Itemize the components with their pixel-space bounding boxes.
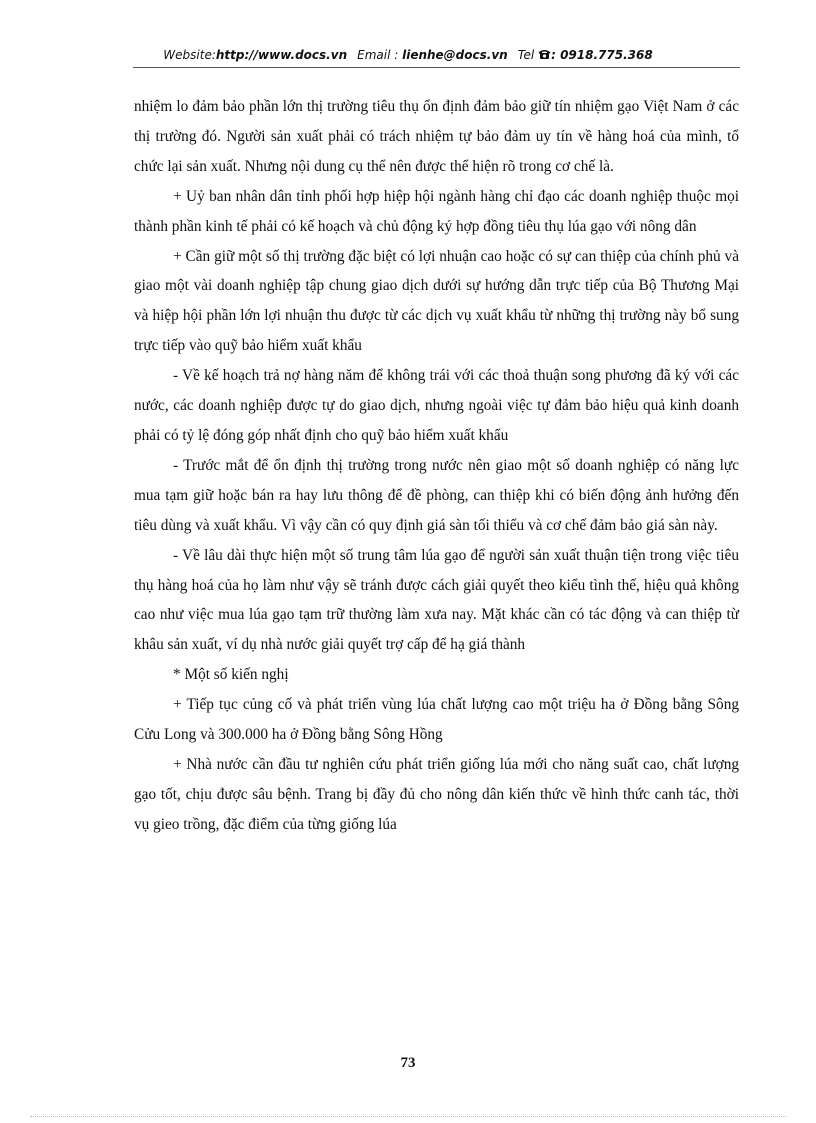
section-heading-recommendations: * Một số kiến nghị [173, 666, 289, 684]
header-divider [133, 67, 740, 68]
page-bottom-divider [30, 1116, 786, 1117]
phone-number: : 0918.775.368 [551, 48, 653, 62]
email-label: Email : [357, 48, 399, 62]
page-header [0, 48, 816, 62]
paragraph-7: + Tiếp tục củng cố và phát triển vùng lúa chất lượng cao một triệu ha ở Đồng bằng Sông Cửu Long và 300.000 ha ở Đồng bằng Sông Hồng [134, 696, 739, 744]
paragraph-2: + Uỷ ban nhân dân tỉnh phối hợp hiệp hội ngành hàng chỉ đạo các doanh nghiệp thuộc mọi thành phần kinh tế phải có kế hoạch và chủ động ký hợp đồng tiêu thụ lúa gạo với nông dân [134, 187, 739, 235]
page-number: 73 [400, 1055, 416, 1071]
tel-label: Tel [517, 48, 535, 62]
website-label: Website: [163, 48, 216, 62]
document-body [134, 92, 739, 840]
website-url[interactable]: http://www.docs.vn [215, 48, 348, 62]
paragraph-8: + Nhà nước cần đầu tư nghiên cứu phát triển giống lúa mới cho năng suất cao, chất lượng gạo tốt, chịu được sâu bệnh. Trang bị đầy đủ cho nông dân kiến thức về hình thức canh tác, thời vụ gieo trồng, đặc điểm của từng giống lúa [134, 755, 739, 833]
paragraph-4: - Về kế hoạch trả nợ hàng năm để không trái với các thoả thuận song phương đã ký với các nước, các doanh nghiệp được tự do giao dịch, nhưng ngoài việc tự đảm bảo hiệu quả kinh doanh phải có tỷ lệ đóng góp nhất định cho quỹ bảo hiểm xuất khẩu [134, 367, 739, 444]
email-address[interactable]: lienhe@docs.vn [402, 48, 508, 62]
paragraph-1: nhiệm lo đảm bảo phần lớn thị trường tiêu thụ ổn định đảm bảo giữ tín nhiệm gạo Việt Nam ở các thị trường đó. Người sản xuất phải có trách nhiệm tự bảo đảm uy tín về hàng hoá của mình, tổ chức lại sản xuất. Nhưng nội dung cụ thể nên được thể hiện rõ trong cơ chế là. [134, 98, 739, 175]
paragraph-5: - Trước mắt để ổn định thị trường trong nước nên giao một số doanh nghiệp có năng lực mua tạm giữ hoặc bán ra hay lưu thông để đề phòng, can thiệp khi có biến động ảnh hưởng đến tiêu dùng và xuất khẩu. Vì vậy cần có quy định giá sàn tối thiểu và cơ chế đảm bảo giá sàn này. [134, 456, 739, 534]
telephone-icon [538, 48, 551, 62]
paragraph-6: - Về lâu dài thực hiện một số trung tâm lúa gạo để người sản xuất thuận tiện trong việc tiêu thụ hàng hoá của họ làm như vậy sẽ tránh được cách giải quyết theo kiểu tình thế, hiệu quả không cao như việc mua lúa gạo tạm trữ thường làm xưa nay. Mặt khác cần có tác động và can thiệp từ khâu sản xuất, ví dụ nhà nước giải quyết trợ cấp để hạ giá thành [134, 546, 739, 654]
paragraph-3: + Cần giữ một số thị trường đặc biệt có lợi nhuận cao hoặc có sự can thiệp của chính phủ và giao một vài doanh nghiệp tập chung giao dịch dưới sự hướng dẫn trực tiếp của Bộ Thương Mại và hiệp hội phần lớn lợi nhuận thu được từ các dịch vụ xuất khẩu từ những thị trường này bổ sung trực tiếp vào quỹ bảo hiểm xuất khẩu [134, 247, 739, 355]
